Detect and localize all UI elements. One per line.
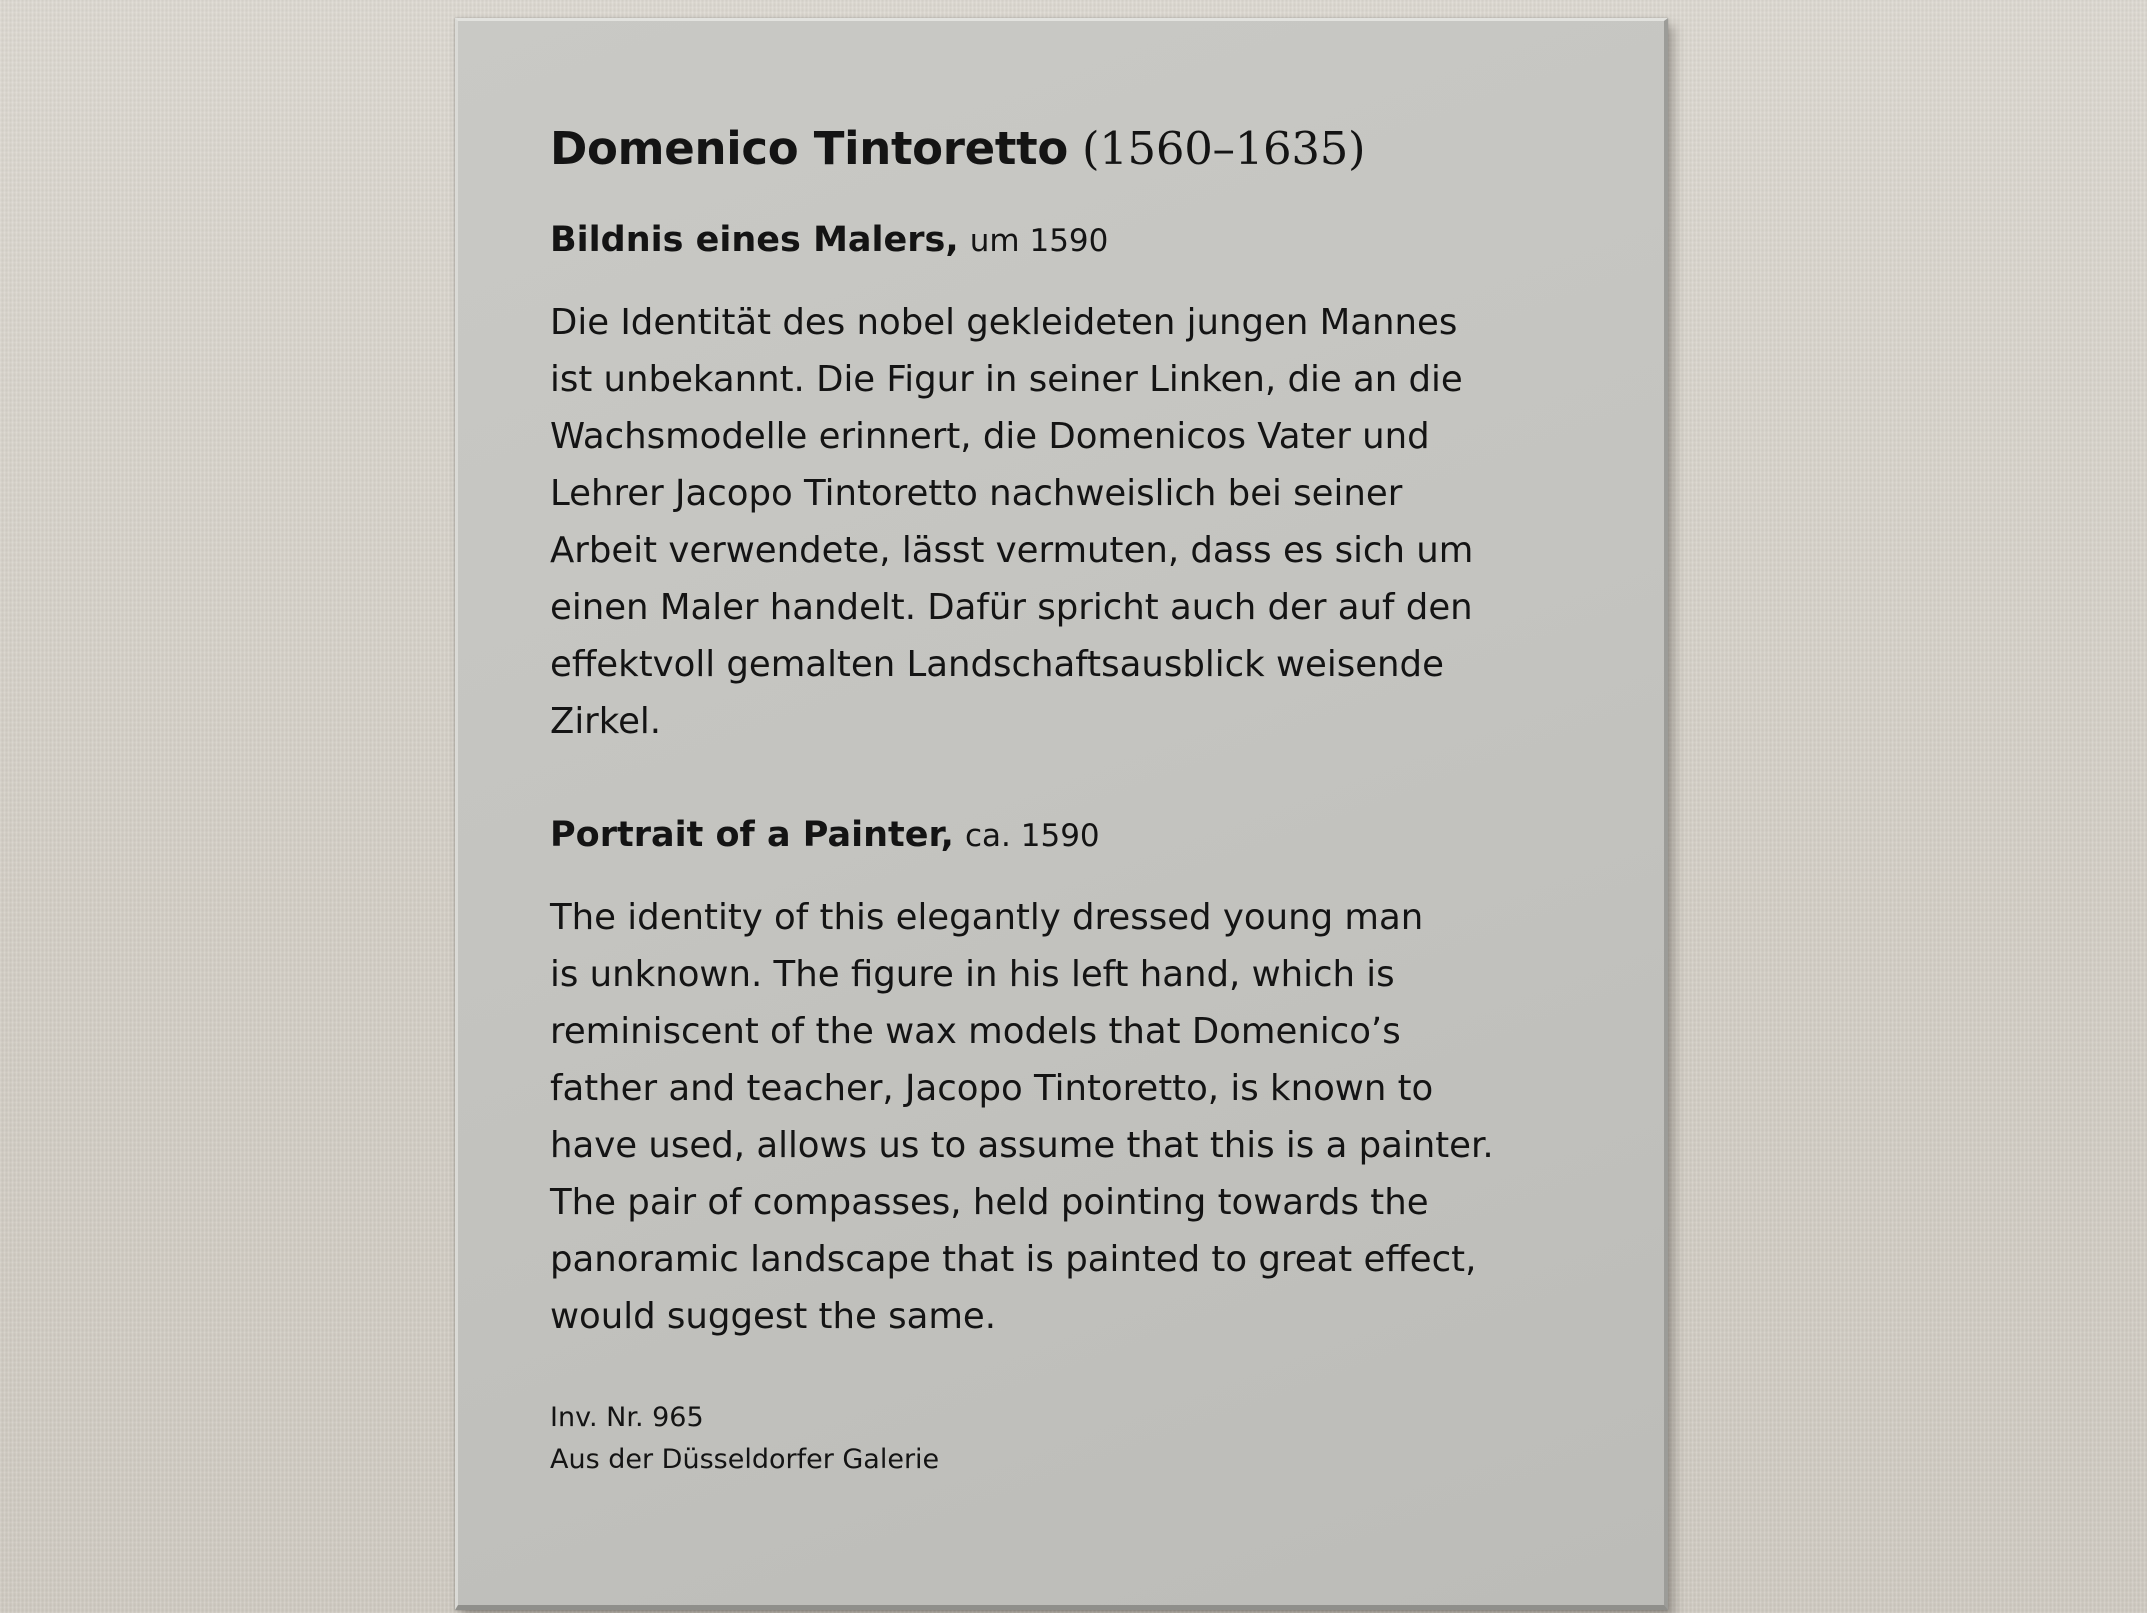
english-description-line: is unknown. The figure in his left hand, which is <box>550 954 1395 995</box>
museum-label-placard <box>455 18 1668 1610</box>
german-description <box>550 294 1594 750</box>
english-work-date: ca. 1590 <box>965 818 1100 854</box>
german-description-line: Zirkel. <box>550 701 662 742</box>
english-description-line: father and teacher, Jacopo Tintoretto, is known to <box>550 1068 1434 1109</box>
german-description-line: Die Identität des nobel gekleideten jungen Mannes <box>550 302 1458 343</box>
english-description <box>550 889 1594 1345</box>
german-description-line: Wachsmodelle erinnert, die Domenicos Vater und <box>550 416 1430 457</box>
provenance-note: Aus der Düsseldorfer Galerie <box>550 1444 940 1475</box>
german-description-line: Arbeit verwendete, lässt vermuten, dass es sich um <box>550 530 1474 571</box>
artist-life-dates: (1560–1635) <box>1081 122 1366 175</box>
english-description-line: would suggest the same. <box>550 1296 997 1337</box>
english-work-title: Portrait of a Painter, <box>550 815 954 855</box>
inventory-number: Inv. Nr. 965 <box>550 1402 704 1433</box>
english-description-line: reminiscent of the wax models that Domenico’s <box>550 1011 1401 1052</box>
german-description-line: ist unbekannt. Die Figur in seiner Linken, die an die <box>550 359 1463 400</box>
german-description-line: einen Maler handelt. Dafür spricht auch der auf den <box>550 587 1473 628</box>
artist-heading <box>550 121 1594 177</box>
german-work-date: um 1590 <box>969 223 1109 259</box>
german-work-heading <box>550 217 1594 264</box>
english-description-line: The identity of this elegantly dressed young man <box>550 897 1424 938</box>
english-description-line: The pair of compasses, held pointing towards the <box>550 1182 1429 1223</box>
german-work-title: Bildnis eines Malers, <box>550 220 959 260</box>
english-description-line: have used, allows us to assume that this is a painter. <box>550 1125 1494 1166</box>
german-description-line: effektvoll gemalten Landschaftsausblick weisende <box>550 644 1444 685</box>
artist-name: Domenico Tintoretto <box>550 122 1068 175</box>
german-description-line: Lehrer Jacopo Tintoretto nachweislich bei seiner <box>550 473 1403 514</box>
english-work-heading <box>550 812 1594 859</box>
english-description-line: panoramic landscape that is painted to great effect, <box>550 1239 1477 1280</box>
placard-footer <box>550 1397 1594 1481</box>
